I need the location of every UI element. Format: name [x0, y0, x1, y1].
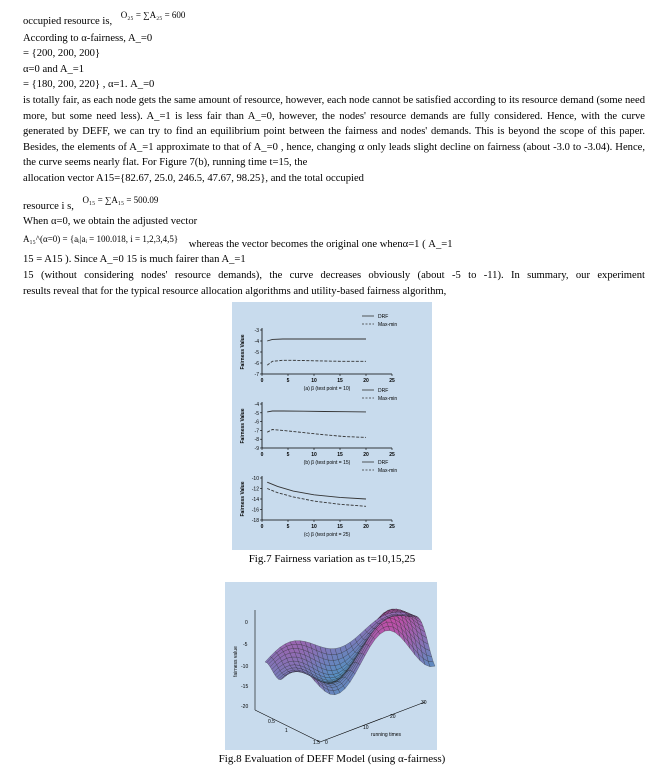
z-axis-label: fairness value: [233, 646, 239, 677]
y-axis-label-2: Fairness Value: [240, 481, 246, 517]
x-tick-label-2-0: 0: [260, 524, 264, 530]
line-4: α=0 and A_=1: [23, 64, 85, 75]
x-tick-label-2-1: 5: [286, 524, 290, 530]
x-axis-label-2: (c) β (test point = 25): [303, 532, 351, 538]
y-tick-0: 10: [363, 725, 369, 731]
x-tick-2: 1.5: [313, 740, 320, 746]
y-tick-label-2-3: -16: [251, 507, 259, 514]
y-tick-label-1-0: -4: [254, 402, 259, 408]
y-tick-label-1-4: -8: [254, 437, 259, 444]
paragraph-2: [23, 268, 645, 299]
y-tick-label-1-3: -7: [254, 428, 259, 435]
z-tick-0: 0: [245, 620, 248, 626]
equation-o15: O₁₅ = ∑A₁₅ = 500.09: [82, 195, 159, 205]
figure-8-surface-plot: [225, 582, 437, 750]
paragraph-2-last: results reveal that for the typical resource allocation algorithms and utility-based fairness algorithm,: [23, 285, 447, 297]
x-tick-label-0-3: 15: [337, 378, 343, 384]
text-resource-is: resource i s,: [23, 201, 74, 212]
legend-label-2-1: Max-min: [378, 468, 398, 474]
line-5: = {180, 200, 220} , α=1. A_=0: [23, 79, 155, 90]
series-line-0-0: [267, 339, 366, 341]
legend-label-0-0: DRF: [378, 314, 389, 320]
y-tick-label-2-4: -18: [251, 518, 259, 524]
figure-7-chart: [232, 302, 432, 550]
legend-label-1-0: DRF: [378, 388, 389, 394]
z-tick-1: -5: [243, 642, 248, 648]
x-tick-label-1-5: 25: [389, 452, 395, 458]
x-tick-label-0-4: 20: [363, 378, 369, 384]
y-tick-label-0-1: -4: [254, 339, 259, 345]
paragraph-1-last: allocation vector A15={82.67, 25.0, 246.5, 47.67, 98.25}, and the total occupied: [23, 172, 364, 184]
text-occupied-resource: occupied resource is,: [23, 16, 113, 27]
x-tick-label-1-1: 5: [286, 452, 290, 458]
figure-8: [225, 582, 437, 750]
y-tick-label-0-3: -6: [254, 361, 259, 367]
figure-7: [232, 302, 432, 550]
y-axis-label-1: Fairness Value: [240, 408, 246, 444]
x-tick-label-1-4: 20: [363, 452, 369, 458]
y-tick-2: 30: [421, 700, 427, 706]
figure-7-caption: Fig.7 Fairness variation as t=10,15,25: [248, 553, 416, 565]
x-axis-label-1: (b) β (test point = 15): [303, 460, 351, 466]
line-3: = {200, 200, 200}: [23, 48, 101, 59]
series-line-1-1: [267, 430, 366, 438]
paragraph-2-body: 15 (without considering nodes' resource demands), the curve decreases obviously (about -5 to -11). In summary, our experiment: [23, 270, 645, 281]
legend-label-0-1: Max-min: [378, 322, 398, 328]
figure-8-caption: Fig.8 Evaluation of DEFF Model (using α-fairness): [218, 753, 446, 765]
x-tick-label-2-5: 25: [389, 524, 395, 530]
z-tick-4: -20: [241, 704, 249, 710]
x-tick-0: 0.5: [268, 719, 275, 725]
equation-o25: O₂₅ = ∑A₂₅ = 600: [120, 10, 186, 20]
z-tick-3: -15: [241, 684, 249, 690]
legend-label-2-0: DRF: [378, 460, 389, 466]
x-tick-label-0-1: 5: [286, 378, 290, 384]
x-axis-label-0: (a) β (test point = 10): [303, 386, 351, 392]
y-tick-label-1-5: -9: [254, 446, 259, 452]
y-tick-1: 20: [390, 714, 396, 720]
y-tick-label-0-2: -5: [254, 350, 259, 356]
text-whereas: whereas the vector becomes the original one whenα=1 ( A_=1: [188, 239, 453, 250]
x-tick-label-0-0: 0: [260, 378, 264, 384]
series-line-0-1: [267, 360, 366, 365]
y-tick-label-1-2: -6: [254, 419, 259, 426]
line-9: 15 = A15 ). Since A_=0 15 is much fairer than A_=1: [23, 254, 246, 265]
y-tick-label-2-1: -12: [251, 486, 259, 493]
line-1: [23, 8, 645, 27]
x-tick-label-0-5: 25: [389, 378, 395, 384]
x-tick-label-0-2: 10: [311, 378, 317, 384]
paragraph-1: [23, 93, 645, 186]
paragraph-1-body: is totally fair, as each node gets the same amount of resource, however, each node cannot be satisfied according to its resource demand (some need more, but some need less). A_=1 is less fair than A_=0, however, the nodes' resource demands are fully considered. Hence, with the curve generated by DEFF, we can try to find an equilibrium point between the fairness and nodes' demands. This is beyond the scope of this paper. Besides, the elements of A_=1 approximate to that of A_=0 , hence, changing α only leads slight decline on fairness (about -3.0 to -3.04). Hence, the curve seems nearly flat. For Figure 7(b), running time t=15, the: [23, 95, 645, 168]
y-tick-label-0-4: -7: [254, 372, 259, 378]
y-tick-label-1-1: -5: [254, 410, 259, 417]
surface-mesh: [265, 609, 435, 695]
series-line-1-0: [267, 411, 366, 412]
x-tick-1: 1: [285, 728, 288, 734]
equation-a15: A₁₅^(α=0) = {aᵢ|aᵢ = 100.018, i = 1,2,3,4,5}: [23, 234, 179, 244]
line-8: [23, 232, 645, 248]
x-tick-label-2-2: 10: [311, 524, 317, 530]
z-tick-2: -10: [241, 664, 249, 670]
x-tick-label-2-3: 15: [337, 524, 343, 530]
series-line-2-0: [267, 482, 366, 499]
series-line-2-1: [267, 489, 366, 507]
x-tick-label-1-3: 15: [337, 452, 343, 458]
y-tick-label-2-0: -10: [251, 476, 259, 482]
y-axis-label: running times: [371, 732, 402, 738]
y-tick-label-0-0: -3: [254, 328, 259, 334]
line-6: [23, 193, 645, 212]
y-tick-label-2-2: -14: [251, 497, 259, 503]
legend-label-1-1: Max-min: [378, 396, 398, 402]
x-tick-3: 0: [325, 740, 328, 746]
line-2: According to α-fairness, A_=0: [23, 33, 153, 44]
x-tick-label-1-2: 10: [311, 452, 317, 458]
x-tick-label-1-0: 0: [260, 452, 264, 458]
line-7: When α=0, we obtain the adjusted vector: [23, 216, 198, 227]
x-tick-label-2-4: 20: [363, 524, 369, 530]
y-axis-label-0: Fairness Value: [240, 334, 246, 370]
